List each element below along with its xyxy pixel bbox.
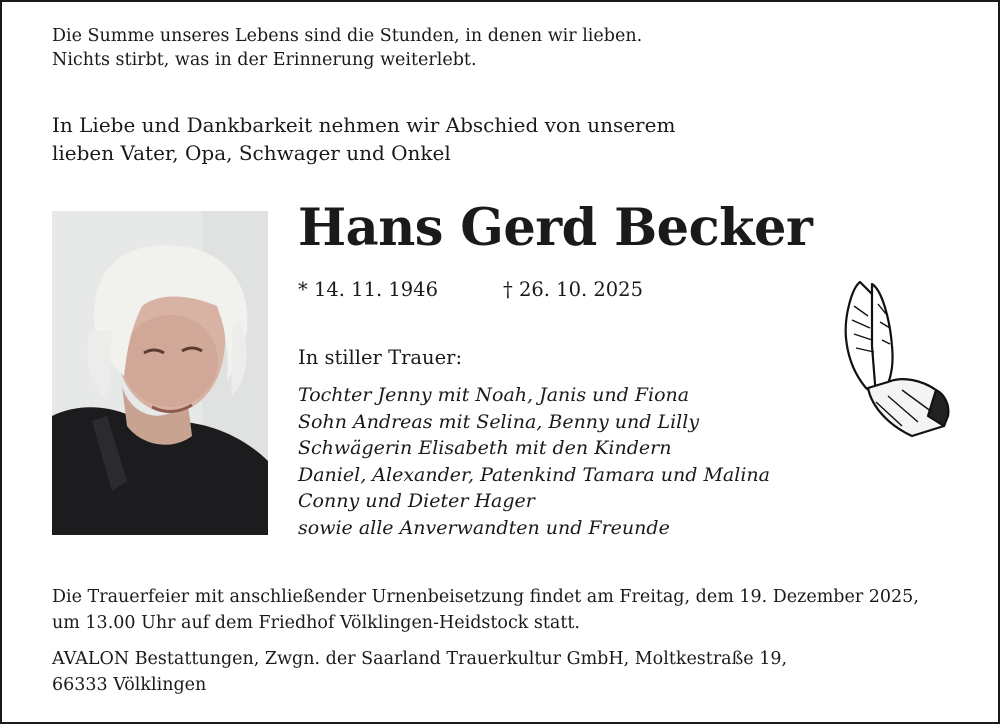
intro-line-2: lieben Vater, Opa, Schwager und Onkel	[52, 141, 451, 165]
motto	[52, 24, 642, 72]
deceased-name: Hans Gerd Becker	[298, 198, 813, 258]
company-line-1: AVALON Bestattungen, Zwgn. der Saarland Trauerkultur GmbH, Moltkestraße 19,	[52, 649, 788, 669]
intro-text	[52, 111, 675, 167]
mourning-heading: In stiller Trauer:	[298, 346, 463, 369]
mourners-list	[298, 382, 770, 541]
mourner-line: Tochter Jenny mit Noah, Janis und Fiona	[298, 384, 690, 406]
birth-date: * 14. 11. 1946	[298, 278, 438, 301]
portrait-photo	[52, 211, 268, 535]
mourner-line: Schwägerin Elisabeth mit den Kindern	[298, 437, 672, 459]
company-line-2: 66333 Völklingen	[52, 675, 207, 695]
service-line-2: um 13.00 Uhr auf dem Friedhof Völklingen-Heidstock statt.	[52, 613, 580, 633]
service-line-1: Die Trauerfeier mit anschließender Urnenbeisetzung findet am Freitag, dem 19. Dezember 2025,	[52, 587, 919, 607]
intro-line-1: In Liebe und Dankbarkeit nehmen wir Abschied von unserem	[52, 113, 676, 137]
portrait-illustration	[52, 211, 268, 535]
death-date: † 26. 10. 2025	[503, 278, 643, 301]
funeral-home-info	[52, 646, 787, 698]
mourner-line: Daniel, Alexander, Patenkind Tamara und Malina	[298, 463, 770, 486]
mourner-line: Sohn Andreas mit Selina, Benny und Lilly	[298, 410, 700, 433]
mourner-line: Conny und Dieter Hager	[298, 490, 535, 512]
mourner-line: sowie alle Anverwandten und Freunde	[298, 516, 670, 539]
praying-hands-icon	[832, 276, 952, 442]
motto-line-1: Die Summe unseres Lebens sind die Stunden, in denen wir lieben.	[52, 26, 643, 46]
funeral-service-info	[52, 584, 919, 636]
motto-line-2: Nichts stirbt, was in der Erinnerung weiterlebt.	[52, 50, 477, 70]
